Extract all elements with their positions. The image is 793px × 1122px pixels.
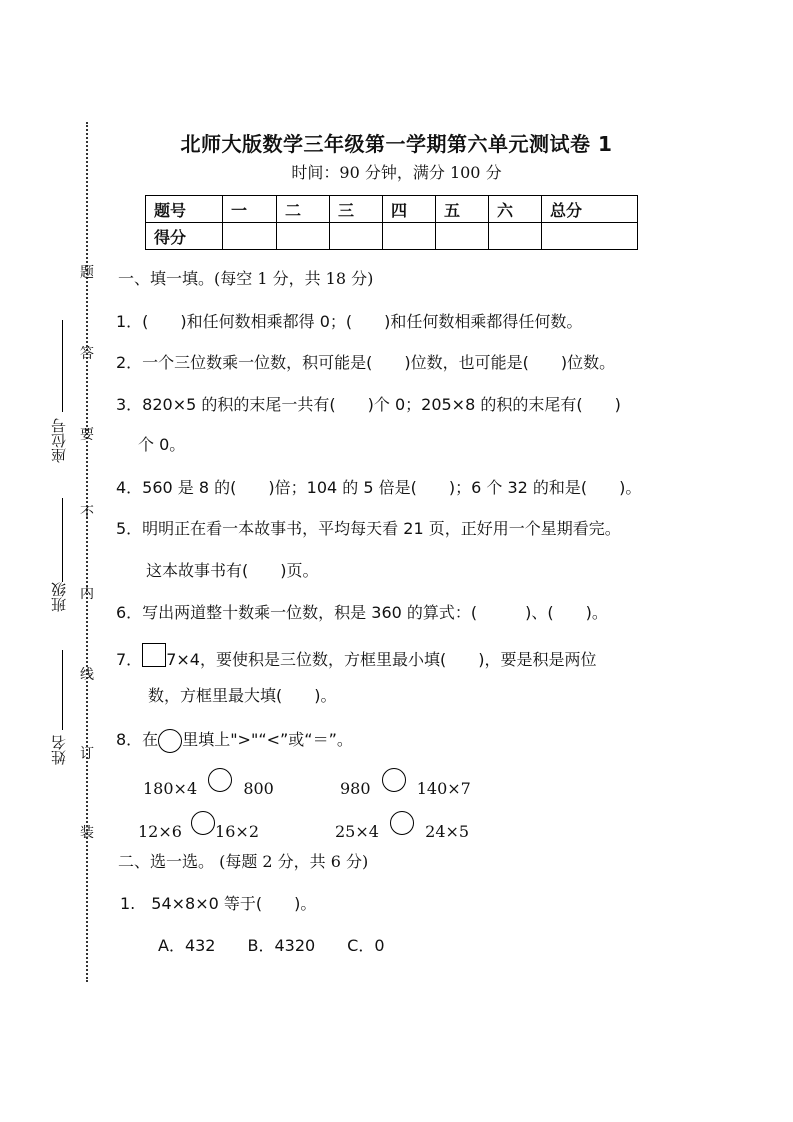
question-3-cont: 个 0。 [138,435,186,454]
score-row-label: 得分 [146,223,223,250]
question-8-prefix: 8．在 [116,730,159,749]
page-subtitle: 时间：90 分钟，满分 100 分 [291,163,502,182]
page-title: 北师大版数学三年级第一学期第六单元测试卷 1 [180,132,613,156]
score-header-cell: 总分 [542,196,638,223]
comparison-right: 24×5 [425,822,470,841]
question-5: 5．明明正在看一本故事书，平均每天看 21 页，正好用一个星期看完。 [116,519,621,538]
name-label: 姓名 [50,735,68,765]
comparison-left: 25×4 [335,822,379,841]
comparison-left: 180×4 [143,779,198,798]
binding-char: 内 [80,586,94,602]
section1-heading: 一、填一填。(每空 1 分，共 18 分) [118,269,374,288]
binding-char: 答 [80,346,94,362]
comparison-right: 140×7 [416,779,471,798]
score-table-header-row [146,196,638,223]
section2-heading: 二、选一选。 (每题 2 分，共 6 分) [118,852,369,871]
binding-char: 装 [80,825,94,841]
score-cell[interactable] [383,223,436,250]
question-7-cont: 数，方框里最大填( )。 [148,686,337,705]
seat-number-label: 座位号 [50,418,68,463]
question-5-cont: 这本故事书有( )页。 [146,561,319,580]
comparison-circle[interactable] [191,811,215,835]
comparison-circle[interactable] [390,811,414,835]
comparison-item [143,768,274,798]
example-circle [158,729,182,753]
question-7-text: 7×4，要使积是三位数，方框里最小填( )，要是积是两位 [166,650,597,669]
score-header-cell: 一 [223,196,277,223]
score-cell[interactable] [223,223,277,250]
score-cell[interactable] [489,223,542,250]
binding-char: 订 [80,746,94,762]
score-header-cell: 六 [489,196,542,223]
score-header-cell: 三 [330,196,383,223]
score-header-cell: 五 [436,196,489,223]
binding-char: 要 [80,427,94,443]
comparison-left: 12×6 [138,822,182,841]
comparison-circle[interactable] [382,768,406,792]
question-6: 6．写出两道整十数乘一位数，积是 360 的算式：( )、( )。 [116,603,608,622]
question-3: 3．820×5 的积的末尾一共有( )个 0；205×8 的积的末尾有( ) [116,395,621,414]
score-table-score-row [146,223,638,250]
answer-box[interactable] [142,643,166,667]
score-cell[interactable] [330,223,383,250]
score-cell[interactable] [542,223,638,250]
comparison-circle[interactable] [208,768,232,792]
seat-number-underline[interactable] [62,320,63,412]
comparison-right: 800 [243,779,274,798]
choice-question-1: 1. 54×8×0 等于( )。 [120,894,317,913]
comparison-item [340,768,471,798]
comparison-right: 16×2 [215,822,259,841]
question-4: 4．560 是 8 的( )倍；104 的 5 倍是( )；6 个 32 的和是( )。 [116,478,642,497]
choice-options[interactable]: A．432 B．4320 C．0 [158,936,385,955]
score-cell[interactable] [277,223,330,250]
binding-char: 线 [80,667,94,683]
score-table [145,195,638,250]
question-2: 2．一个三位数乘一位数，积可能是( )位数，也可能是( )位数。 [116,353,616,372]
score-header-cell: 四 [383,196,436,223]
question-8 [116,727,353,753]
score-header-cell: 二 [277,196,330,223]
score-cell[interactable] [436,223,489,250]
score-header-cell: 题号 [146,196,223,223]
question-1: 1．( )和任何数相乘都得 0；( )和任何数相乘都得任何数。 [116,312,583,331]
class-label: 班级 [50,582,68,612]
binding-dotted-line [86,122,88,982]
binding-char: 不 [80,505,94,521]
question-7-number: 7． [116,650,143,669]
comparison-item [138,811,259,841]
name-underline[interactable] [62,650,63,730]
class-underline[interactable] [62,498,63,582]
comparison-item [335,811,469,841]
question-8-text: 里填上">"“<”或“＝”。 [182,730,353,749]
binding-char: 题 [80,265,94,281]
question-7 [116,643,596,670]
comparison-left: 980 [340,779,371,798]
